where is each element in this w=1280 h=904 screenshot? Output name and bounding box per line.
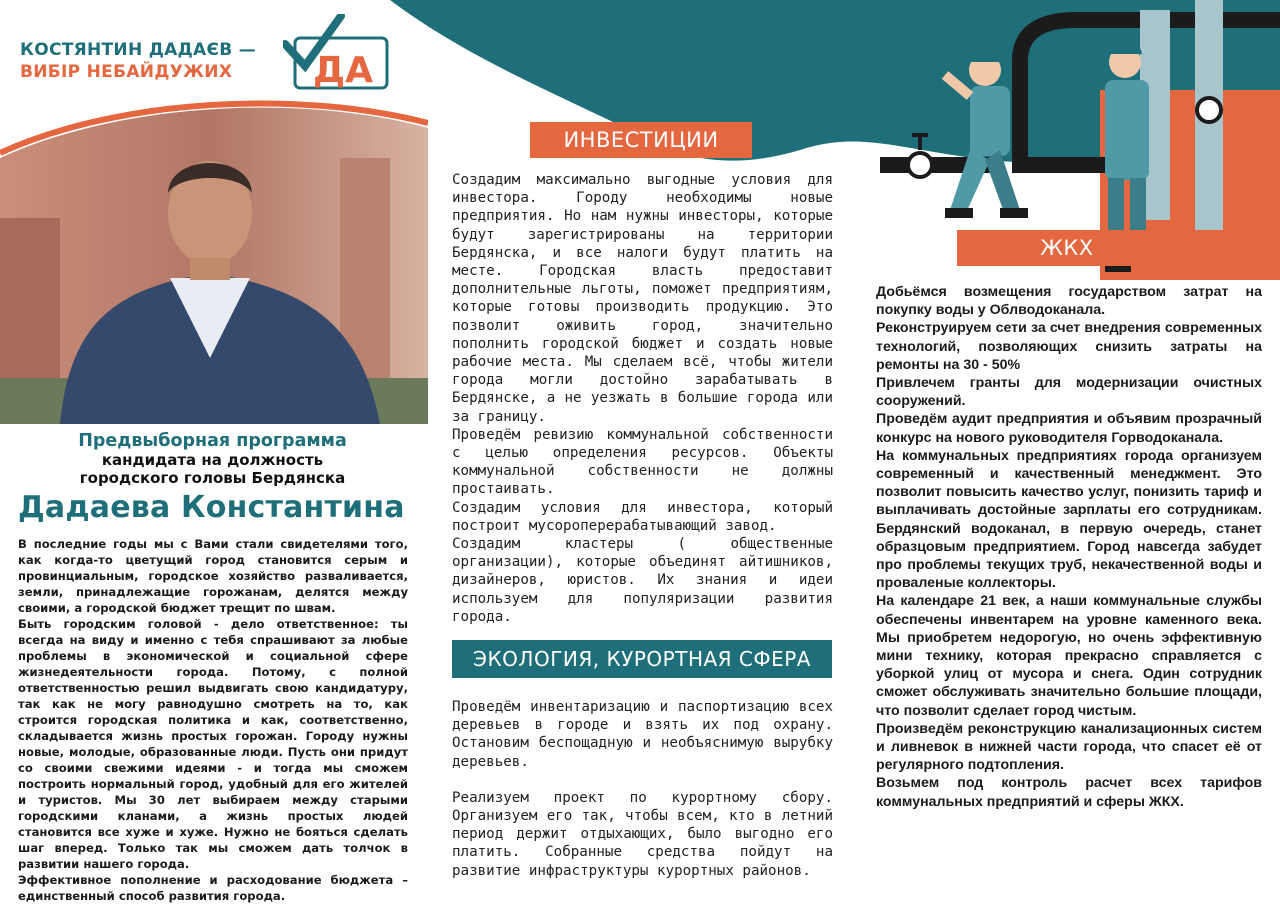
gkh-paragraph: На коммунальных предприятиях города организуем современный и качественный менеджмент. Это позволит повысить качество услуг, понизить тариф и выплачивать достойные зарплаты его сотрудникам. Бердянский водоканал, в первую очередь, станет образцовым предприятием. Город навсегда забудет про проблемы текущих труб, некачественной воды и проваленые коллекторы. <box>876 447 1262 592</box>
gkh-paragraph: На календаре 21 век, а наши коммунальные службы обеспечены инвентарем на уровне каменного века. Мы приобретем недорогую, но очень эффективную мини технику, которая прекрасно справляется с уборкой улиц от мусора и снега. Один сотрудник сможет обслуживать значительно большие площади, что позволит сделает город чистым. <box>876 593 1262 719</box>
da-logo <box>283 14 393 92</box>
intro-paragraph: Быть городским головой - дело ответственное: ты всегда на виду и именно с тебя спрашивают за любые проблемы в экономической и социальной сфере жизнедеятельности города. Потому, с полной ответственностью решил выдвигать свою кандидатуру, так как не могу равнодушно смотреть на то, как строится городская политика и как, соответственно, складывается жизнь простых горожан. Городу нужны новые, молодые, образованные люди. Пусть они придут со своими свежими идеями - и тогда мы сможем построить нормальный город, удобный для его жителей и туристов. Мы 30 лет выбираем между старыми городскими кланами, а жизнь простых людей становится все хуже и хуже. Нужно не бояться сделать шаг вперед. Только так мы сможем дать толчок в развитии нашего города. <box>18 617 408 871</box>
gkh-paragraph: Произведём реконструкцию канализационных систем и ливневок в нижней части города, что спасет её от регулярного подтопления. <box>876 720 1262 774</box>
ecology-text <box>452 698 833 880</box>
gkh-text <box>876 283 1262 811</box>
ecology-paragraph: Проведём инвентаризацию и паспортизацию всех деревьев в городе и взять их под охрану. Остановим беспощадную и необъяснимую вырубку деревьев. <box>452 699 833 770</box>
program-heading-title: Предвыборная программа <box>78 431 347 451</box>
section-title-ecology: ЭКОЛОГИЯ, КУРОРТНАЯ СФЕРА <box>452 640 832 678</box>
gkh-paragraph: Реконструируем сети за счет внедрения современных технологий, позволяющих снизить затраты на ремонты на 30 - 50% <box>876 320 1262 373</box>
gkh-paragraph: Добьёмся возмещения государством затрат на покупку воды у Облводоканала. <box>876 284 1262 319</box>
candidate-name: Дадаева Константина <box>18 490 405 525</box>
ecology-paragraph: Реализуем проект по курортному сбору. Организуем его так, чтобы всем, кто в летний период держит отдыхающих, было выгодно его платить. Собранные средства пойдут на развитие инфраструктуры курортных районов. <box>452 789 833 879</box>
section-title-investments: ИНВЕСТИЦИИ <box>530 122 752 158</box>
investments-paragraph: Создадим кластеры ( общественные организации), которые объединят айтишников, дизайнеров, юристов. Их знания и идеи используем для популяризации развития города. <box>452 536 833 625</box>
program-heading <box>0 431 425 487</box>
investments-paragraph: Проведём ревизию коммунальной собственности с целью определения ресурсов. Объекты коммунальной собственности не должны простаивать. <box>452 426 833 498</box>
intro-paragraph: Эффективное пополнение и расходование бюджета – единственный способ развития города. <box>18 873 408 903</box>
program-heading-subtitle: кандидата на должность <box>101 451 324 469</box>
intro-paragraph: В последние годы мы с Вами стали свидетелями того, как когда-то цветущий город становится серым и провинциальным, городское хозяйство разваливается, земли, принадлежащие горожанам, делятся между своими, а городской бюджет трещит по швам. <box>18 537 408 615</box>
investments-text <box>452 171 833 626</box>
brand-slogan: ВИБІР НЕБАЙДУЖИХ <box>20 62 233 82</box>
brand-name: КОСТЯНТИН ДАДАЄВ — <box>20 40 257 60</box>
intro-text <box>18 536 408 904</box>
logo-text: ДА <box>313 50 373 91</box>
gkh-paragraph: Возьмем под контроль расчет всех тарифов коммунальных предприятий и сферы ЖКХ. <box>876 775 1262 810</box>
investments-paragraph: Создадим условия для инвестора, который построит мусороперерабатывающий завод. <box>452 499 833 534</box>
investments-paragraph: Создадим максимально выгодные условия для инвестора. Городу необходимы новые предприятия. Но нам нужны инвесторы, которые будут зарегистрированы на территории Бердянска, и все налоги будут платить на месте. Городская власть предоставит дополнительные льготы, поможет предприятиям, которые готовы производить продукцию. Это позволит оживить город, значительно пополнить городской бюджет и создать новые рабочие места. Мы сделаем всё, чтобы жители города могли достойно зарабатывать в Бердянске, а не уезжать в большие города или за границу. <box>452 172 833 425</box>
gkh-paragraph: Проведём аудит предприятия и объявим прозрачный конкурс на нового руководителя Горводоканала. <box>876 411 1262 446</box>
program-heading-subtitle-2: городского головы Бердянска <box>79 469 346 487</box>
candidate-photo <box>0 98 428 424</box>
gkh-paragraph: Привлечем гранты для модернизации очистных сооружений. <box>876 375 1262 410</box>
brand-block <box>20 40 270 82</box>
section-title-gkh: ЖКХ <box>957 230 1177 266</box>
